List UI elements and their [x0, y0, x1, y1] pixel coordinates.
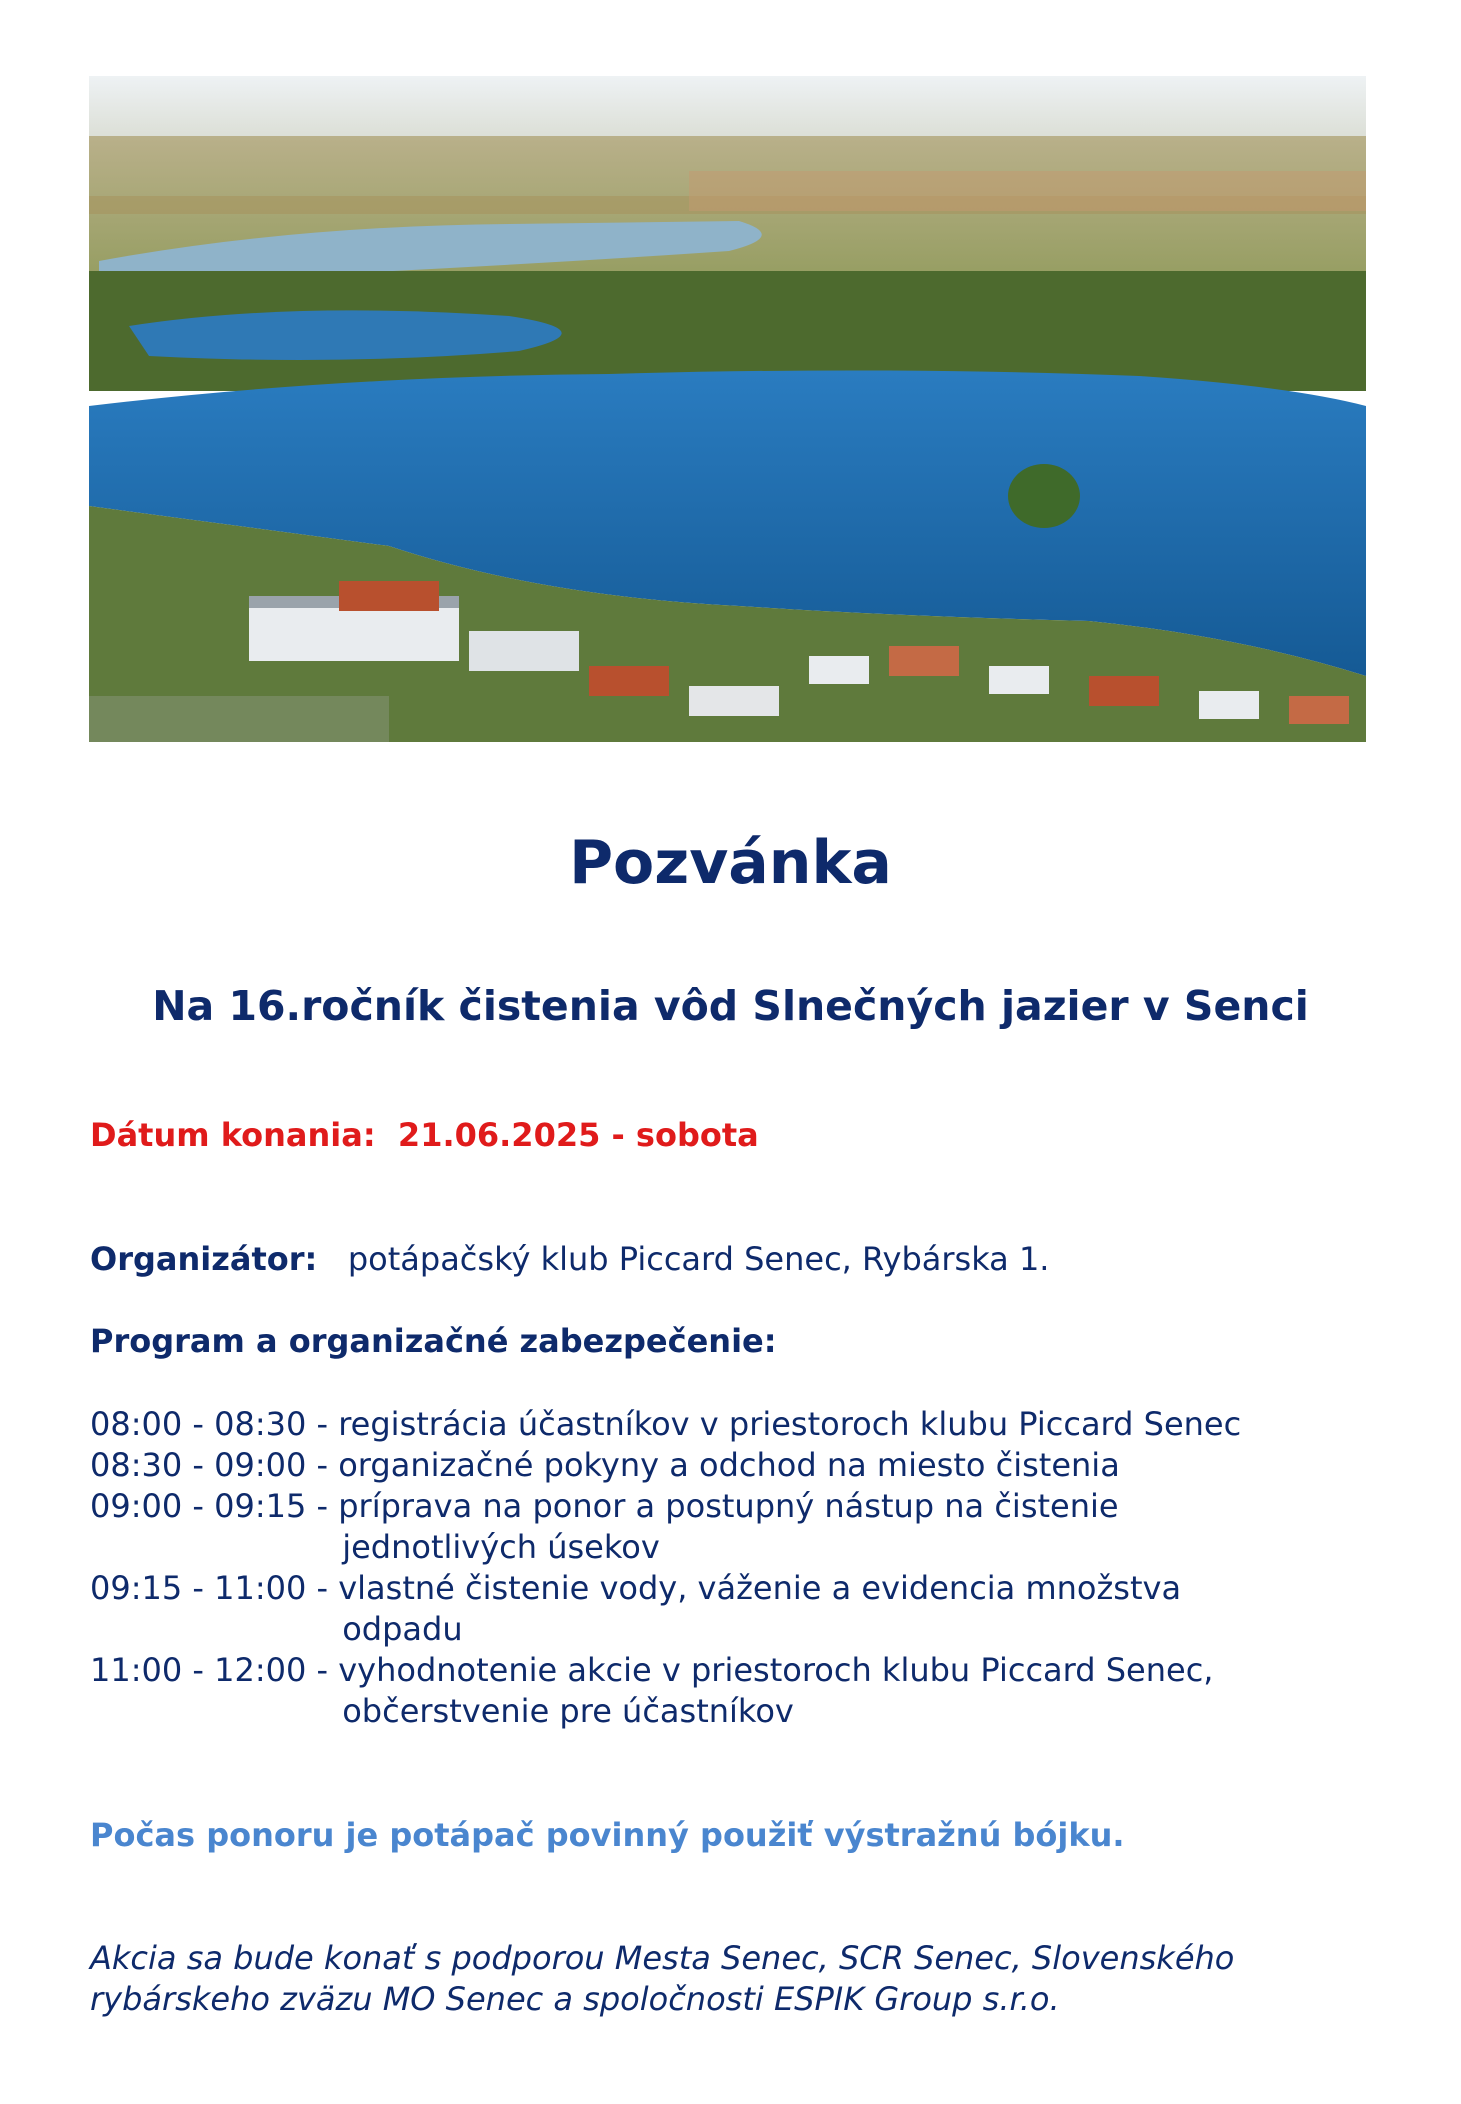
organizer-line: [90, 1240, 1049, 1278]
schedule-time: 09:00 - 09:15 -: [90, 1487, 339, 1525]
sponsors-line: Akcia sa bude konať s podporou Mesta Senec, SCR Senec, Slovenského: [90, 1939, 1235, 1977]
schedule-time: 11:00 - 12:00 -: [90, 1651, 339, 1689]
page-title: Pozvánka: [569, 828, 892, 898]
schedule-description-continued: občerstvenie pre účastníkov: [342, 1692, 794, 1730]
organizer-value: potápačský klub Piccard Senec, Rybárska 1.: [347, 1240, 1050, 1278]
schedule-description: vyhodnotenie akcie v priestoroch klubu Piccard Senec,: [338, 1651, 1214, 1689]
schedule-item: [90, 1445, 1380, 1486]
sponsors-note: [90, 1938, 1380, 2020]
schedule-description: registrácia účastníkov v priestoroch klubu Piccard Senec: [338, 1405, 1242, 1443]
schedule-item: [90, 1404, 1380, 1445]
schedule-description: vlastné čistenie vody, váženie a evidencia množstva: [338, 1569, 1182, 1607]
date-value: 21.06.2025 - sobota: [397, 1116, 759, 1154]
aerial-lake-photo: [89, 76, 1366, 742]
schedule-description-continued: odpadu: [342, 1610, 463, 1648]
sponsors-line: rybárskeho zväzu MO Senec a spoločnosti ESPIK Group s.r.o.: [90, 1980, 1060, 2018]
schedule-description: organizačné pokyny a odchod na miesto čistenia: [338, 1446, 1120, 1484]
event-date: [90, 1116, 759, 1154]
schedule-description: príprava na ponor a postupný nástup na čistenie: [338, 1487, 1119, 1525]
schedule-time: 09:15 - 11:00 -: [90, 1569, 339, 1607]
schedule-time: 08:30 - 09:00 -: [90, 1446, 339, 1484]
schedule-item: [90, 1486, 1380, 1568]
schedule-list: [90, 1404, 1380, 1732]
schedule-description-continued: jednotlivých úsekov: [342, 1528, 660, 1566]
schedule-item: [90, 1568, 1380, 1650]
event-subtitle: Na 16.ročník čistenia vôd Slnečných jazier v Senci: [152, 982, 1309, 1030]
schedule-item: [90, 1650, 1380, 1732]
program-heading: Program a organizačné zabezpečenie:: [90, 1322, 777, 1360]
organizer-label: Organizátor:: [90, 1240, 318, 1278]
lake-landscape-illustration: [89, 76, 1366, 742]
schedule-time: 08:00 - 08:30 -: [90, 1405, 339, 1443]
date-label: Dátum konania:: [90, 1116, 376, 1154]
safety-warning: Počas ponoru je potápač povinný použiť výstražnú bójku.: [90, 1816, 1125, 1854]
